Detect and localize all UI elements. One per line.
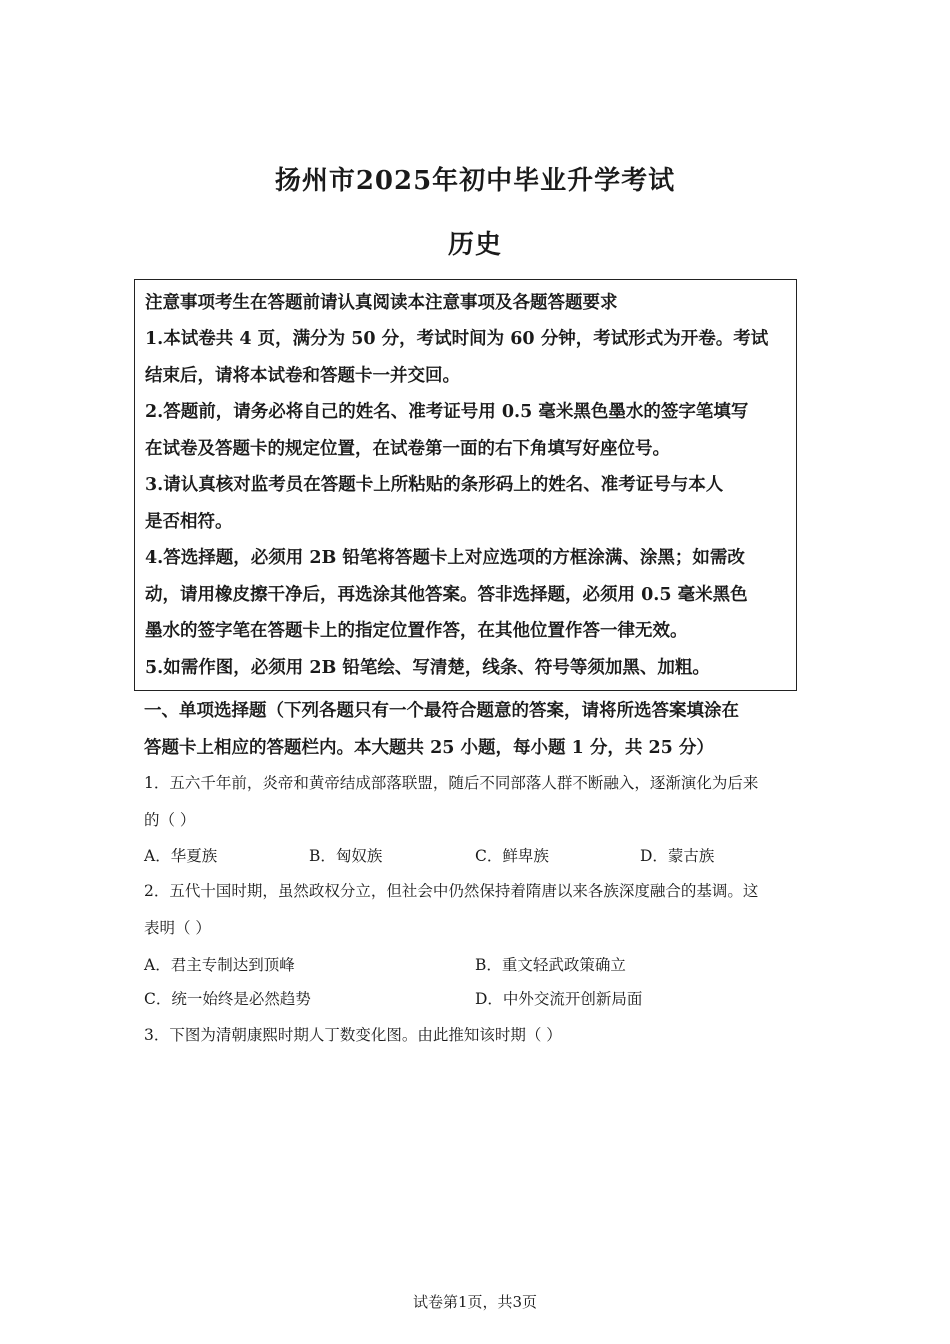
notice-line: 结束后，请将本试卷和答题卡一并交回。 — [145, 366, 460, 386]
option-b[interactable]: B．匈奴族 — [309, 847, 383, 865]
notice-line: 5.如需作图，必须用 2B 铅笔绘、写清楚，线条、符号等须加黑、加粗。 — [145, 658, 710, 678]
section-heading: 一、单项选择题（下列各题只有一个最符合题意的答案，请将所选答案填涂在 — [144, 701, 739, 721]
exam-title: 扬州市2025年初中毕业升学考试 — [274, 166, 676, 196]
page-footer: 试卷第1页，共3页 — [412, 1293, 538, 1311]
option-b[interactable]: B．重文轻武政策确立 — [475, 956, 626, 974]
option-c[interactable]: C．鲜卑族 — [475, 847, 549, 865]
notice-heading: 注意事项考生在答题前请认真阅读本注意事项及各题答题要求 — [145, 293, 618, 313]
question-stem: 1．五六千年前，炎帝和黄帝结成部落联盟，随后不同部落人群不断融入，逐渐演化为后来 — [144, 774, 759, 792]
option-d[interactable]: D．蒙古族 — [640, 847, 715, 865]
subject-title: 历史 — [447, 230, 502, 260]
notice-line: 动，请用橡皮擦干净后，再选涂其他答案。答非选择题，必须用 0.5 毫米黑色 — [145, 585, 748, 605]
question-stem: 3．下图为清朝康熙时期人丁数变化图。由此推知该时期（ ） — [144, 1026, 562, 1044]
question-stem: 2．五代十国时期，虽然政权分立，但社会中仍然保持着隋唐以来各族深度融合的基调。这 — [144, 882, 759, 900]
notice-box — [134, 279, 797, 691]
notice-line: 2.答题前，请务必将自己的姓名、准考证号用 0.5 毫米黑色墨水的签字笔填写 — [145, 402, 749, 422]
notice-line: 1.本试卷共 4 页，满分为 50 分，考试时间为 60 分钟，考试形式为开卷。考试 — [145, 329, 769, 349]
option-c[interactable]: C．统一始终是必然趋势 — [144, 990, 311, 1008]
notice-line: 3.请认真核对监考员在答题卡上所粘贴的条形码上的姓名、准考证号与本人 — [145, 475, 724, 495]
section-heading: 答题卡上相应的答题栏内。本大题共 25 小题，每小题 1 分，共 25 分） — [144, 738, 714, 758]
notice-line: 4.答选择题，必须用 2B 铅笔将答题卡上对应选项的方框涂满、涂黑；如需改 — [145, 548, 745, 568]
option-d[interactable]: D．中外交流开创新局面 — [475, 990, 643, 1008]
option-a[interactable]: A．华夏族 — [144, 847, 218, 865]
option-a[interactable]: A．君主专制达到顶峰 — [144, 956, 295, 974]
notice-line: 是否相符。 — [145, 512, 233, 532]
question-stem: 的（ ） — [144, 811, 196, 829]
notice-line: 在试卷及答题卡的规定位置，在试卷第一面的右下角填写好座位号。 — [145, 439, 670, 459]
question-stem: 表明（ ） — [144, 919, 211, 937]
notice-line: 墨水的签字笔在答题卡上的指定位置作答，在其他位置作答一律无效。 — [145, 621, 688, 641]
